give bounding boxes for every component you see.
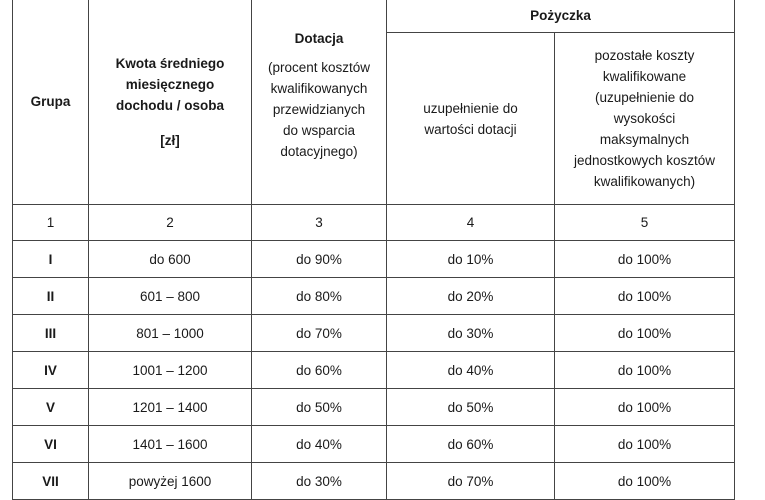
cell-income: 601 – 800 <box>89 278 252 315</box>
table-row <box>13 278 735 315</box>
column-number: 4 <box>387 205 555 241</box>
header-group <box>13 0 89 205</box>
cell-loan-supplement: do 60% <box>387 426 555 463</box>
header-grant-desc-line: przewidzianych <box>272 101 366 117</box>
cell-group: II <box>13 278 89 315</box>
cell-loan-supplement: do 10% <box>387 241 555 278</box>
header-income-line: miesięcznego <box>125 76 215 92</box>
cell-loan-supplement: do 50% <box>387 389 555 426</box>
column-number: 1 <box>13 205 89 241</box>
column-number: 2 <box>89 205 252 241</box>
cell-group: V <box>13 389 89 426</box>
funding-table <box>12 0 735 500</box>
cell-loan-remaining: do 100% <box>555 389 735 426</box>
header-loan-remaining-line: (uzupełnienie do <box>594 90 695 105</box>
cell-loan-supplement: do 70% <box>387 463 555 500</box>
cell-loan-remaining: do 100% <box>555 426 735 463</box>
header-loan <box>387 0 735 33</box>
column-number: 3 <box>252 205 387 241</box>
cell-loan-supplement: do 30% <box>387 315 555 352</box>
table-row <box>13 463 735 500</box>
cell-grant: do 40% <box>252 426 387 463</box>
header-grant-desc-line: dotacyjnego) <box>280 143 358 159</box>
cell-loan-remaining: do 100% <box>555 463 735 500</box>
table-row <box>13 389 735 426</box>
header-grant-desc-line: (procent kosztów <box>267 59 371 75</box>
table-row <box>13 315 735 352</box>
header-loan-title: Pożyczka <box>530 8 591 23</box>
cell-grant: do 50% <box>252 389 387 426</box>
table-container <box>12 0 735 500</box>
cell-income: 801 – 1000 <box>89 315 252 352</box>
header-income <box>89 0 252 205</box>
header-loan-remaining-line: maksymalnych <box>599 132 690 147</box>
cell-income: do 600 <box>89 241 252 278</box>
cell-group: I <box>13 241 89 278</box>
header-loan-remaining-line: kwalifikowane <box>602 69 687 84</box>
cell-income: 1201 – 1400 <box>89 389 252 426</box>
header-grant-desc-line: kwalifikowanych <box>270 80 368 96</box>
cell-grant: do 60% <box>252 352 387 389</box>
cell-loan-remaining: do 100% <box>555 278 735 315</box>
header-grant <box>252 0 387 205</box>
cell-grant: do 30% <box>252 463 387 500</box>
cell-grant: do 90% <box>252 241 387 278</box>
header-loan-supplement-line: wartości dotacji <box>424 121 517 137</box>
cell-loan-remaining: do 100% <box>555 352 735 389</box>
table-row <box>13 241 735 278</box>
cell-group: III <box>13 315 89 352</box>
cell-group: VII <box>13 463 89 500</box>
header-loan-supplement-line: uzupełnienie do <box>423 100 518 116</box>
cell-grant: do 80% <box>252 278 387 315</box>
cell-loan-supplement: do 40% <box>387 352 555 389</box>
cell-loan-remaining: do 100% <box>555 241 735 278</box>
header-loan-supplement <box>387 33 555 205</box>
cell-group: IV <box>13 352 89 389</box>
header-loan-remaining-line: pozostałe koszty <box>594 48 695 63</box>
cell-income: 1401 – 1600 <box>89 426 252 463</box>
cell-loan-remaining: do 100% <box>555 315 735 352</box>
cell-income: 1001 – 1200 <box>89 352 252 389</box>
column-number-row <box>13 205 735 241</box>
header-loan-remaining-line: kwalifikowanych) <box>593 174 696 189</box>
header-loan-remaining <box>555 33 735 205</box>
column-number: 5 <box>555 205 735 241</box>
header-income-unit: [zł] <box>160 132 180 148</box>
table-row <box>13 426 735 463</box>
cell-group: VI <box>13 426 89 463</box>
header-loan-remaining-line: wysokości <box>613 111 676 126</box>
cell-grant: do 70% <box>252 315 387 352</box>
table-row <box>13 352 735 389</box>
cell-income: powyżej 1600 <box>89 463 252 500</box>
header-grant-title: Dotacja <box>294 30 344 46</box>
header-income-line: Kwota średniego <box>115 55 225 71</box>
header-income-line: dochodu / osoba <box>116 97 224 113</box>
header-group-label: Grupa <box>30 94 71 109</box>
header-grant-desc-line: do wsparcia <box>282 122 356 138</box>
header-loan-remaining-line: jednostkowych kosztów <box>573 153 716 168</box>
cell-loan-supplement: do 20% <box>387 278 555 315</box>
